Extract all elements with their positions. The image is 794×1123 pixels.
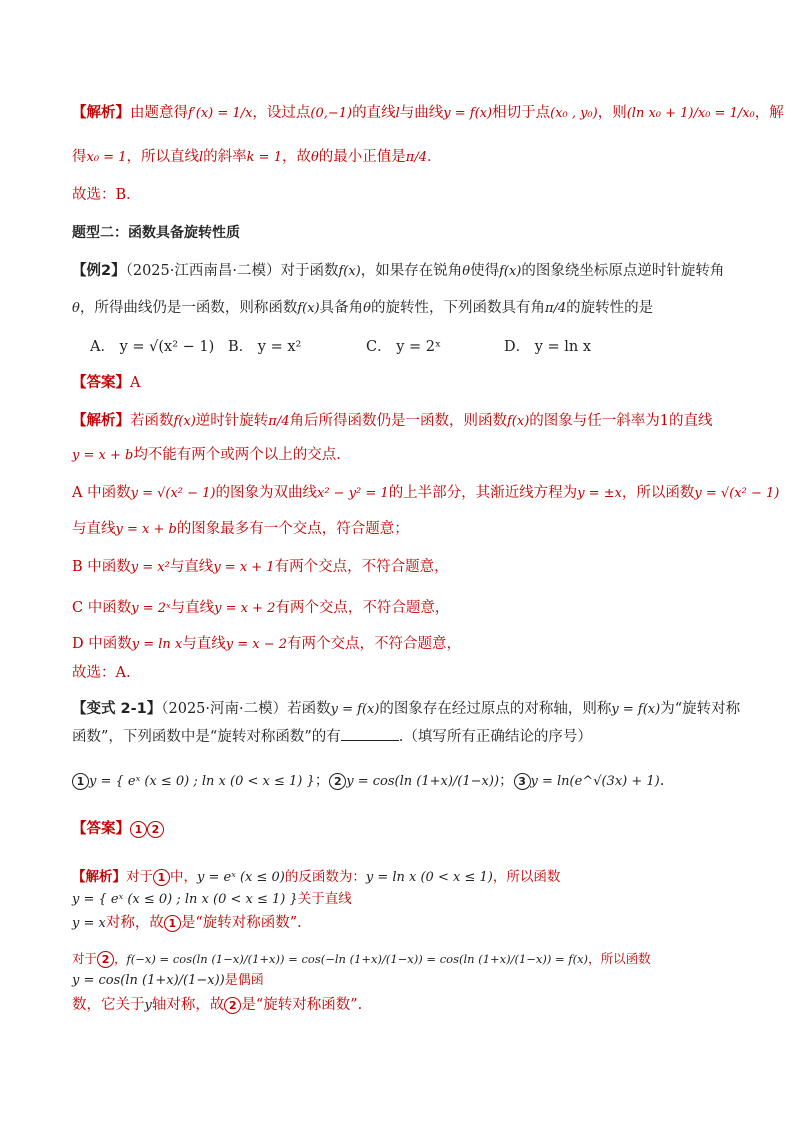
formula: y = { eˣ (x ≤ 0) ; ln x (0 < x ≤ 1) } bbox=[72, 892, 298, 907]
text: 与曲线 bbox=[399, 105, 444, 121]
analysis-2-line-7 bbox=[72, 633, 734, 656]
text: 的图象为双曲线 bbox=[215, 485, 317, 501]
formula: y = 2ˣ bbox=[131, 601, 171, 616]
text: 均不能有两个或两个以上的交点. bbox=[133, 447, 341, 463]
text: 角后所得函数仍是一函数，则函数 bbox=[289, 413, 507, 429]
answer-blank bbox=[341, 726, 399, 741]
formula: y = f(x) bbox=[330, 702, 380, 717]
circled-number-1: 1 bbox=[164, 915, 181, 932]
formula: y = √(x² − 1) bbox=[694, 486, 780, 501]
formula: y = x − 2 bbox=[225, 637, 287, 652]
text: 函数”，下列函数中是“旋转对称函数”的有 bbox=[72, 729, 341, 745]
text: ，所以函数 bbox=[588, 951, 651, 966]
choose-line-2: 故选：A. bbox=[72, 665, 131, 681]
formula: f(x) bbox=[173, 414, 196, 429]
text: 中， bbox=[170, 869, 197, 885]
example-2-line-2 bbox=[72, 297, 734, 320]
text: 是“旋转对称函数”. bbox=[241, 997, 363, 1013]
analysis-3-line-3 bbox=[72, 948, 734, 970]
text: ，解 bbox=[754, 105, 784, 121]
text: 有两个交点，不符合题意， bbox=[274, 559, 449, 575]
formula: π/4 bbox=[405, 150, 427, 165]
option-a: A． y = √(x² − 1) bbox=[90, 339, 215, 355]
formula: (x₀ , y₀) bbox=[550, 106, 598, 121]
formula: θ bbox=[462, 264, 471, 279]
formula: y = { eˣ (x ≤ 0) ; ln x (0 < x ≤ 1) } bbox=[89, 774, 315, 789]
formula: π/4 bbox=[268, 414, 290, 429]
analysis-2-line-6 bbox=[72, 597, 734, 620]
text: D 中函数 bbox=[72, 636, 132, 652]
text: 相切于点 bbox=[492, 105, 551, 121]
analysis-2-line-3 bbox=[72, 482, 780, 505]
topic-heading: 题型二：函数具备旋转性质 bbox=[72, 225, 240, 241]
text: 为“旋转对称 bbox=[660, 701, 741, 717]
text: 的最小正值是 bbox=[318, 149, 406, 165]
text: 的图象存在经过原点的对称轴，则称 bbox=[379, 701, 612, 717]
analysis-tag: 【解析】 bbox=[72, 105, 130, 121]
option-c: C． y = 2ˣ bbox=[366, 339, 442, 355]
text: 的旋转性，下列函数具有角 bbox=[370, 300, 545, 316]
formula: f(x) bbox=[507, 414, 530, 429]
text: ，则 bbox=[597, 105, 627, 121]
formula: y = x bbox=[72, 916, 106, 931]
formula: y = ±x bbox=[577, 486, 622, 501]
analysis-3-line-1 bbox=[72, 866, 734, 889]
answer-tag: 【答案】 bbox=[72, 821, 130, 837]
variant-2-1-items bbox=[72, 770, 734, 793]
text: 的图象最多有一个交点，符合题意； bbox=[176, 521, 409, 537]
analysis-3-line-2 bbox=[72, 912, 734, 935]
formula: y = √(x² − 1) bbox=[130, 486, 216, 501]
formula: y = x + 2 bbox=[214, 601, 276, 616]
circled-number-3: 3 bbox=[514, 773, 531, 790]
analysis-2-line-4 bbox=[72, 518, 734, 541]
text: 有两个交点，不符合题意， bbox=[275, 600, 450, 616]
text: ， bbox=[114, 951, 127, 966]
text: 的上半部分，其渐近线方程为 bbox=[388, 485, 578, 501]
text: 是“旋转对称函数”. bbox=[180, 915, 302, 931]
formula: k = 1 bbox=[246, 150, 282, 165]
formula: θ bbox=[72, 301, 80, 316]
formula: f(x) bbox=[338, 264, 361, 279]
circled-number-2: 2 bbox=[97, 951, 114, 968]
formula: π/4 bbox=[544, 301, 567, 316]
analysis-3-line-1b bbox=[72, 888, 734, 911]
answer-line-2 bbox=[72, 372, 734, 394]
analysis-3-line-3b bbox=[72, 970, 734, 992]
analysis-2-line-1 bbox=[72, 410, 734, 433]
analysis-line-2 bbox=[72, 146, 734, 169]
text: ，所以函数 bbox=[621, 485, 695, 501]
formula: l bbox=[395, 106, 400, 121]
option-b: B． y = x² bbox=[228, 339, 302, 355]
option-d: D． y = ln x bbox=[504, 339, 592, 355]
formula: y = x + 1 bbox=[213, 560, 275, 575]
text: 对于 bbox=[72, 951, 98, 966]
analysis-2-line-5 bbox=[72, 556, 734, 579]
text: 由题意得 bbox=[130, 105, 188, 121]
text: 对称，故 bbox=[105, 915, 164, 931]
formula: f(x) bbox=[297, 301, 320, 316]
answer-line-3 bbox=[72, 818, 734, 840]
text: 具备角 bbox=[319, 300, 364, 316]
text: ． bbox=[427, 149, 442, 165]
formula: f′(x) = 1/x bbox=[188, 106, 253, 121]
formula: y = x + b bbox=[115, 522, 177, 537]
formula: y = f(x) bbox=[443, 106, 493, 121]
text: 的图象与任一斜率为1的直线 bbox=[529, 413, 713, 429]
circled-number-1: 1 bbox=[153, 869, 170, 886]
formula: y bbox=[144, 998, 152, 1013]
variant-2-1-line-1 bbox=[72, 698, 741, 721]
text: 的直线 bbox=[352, 105, 396, 121]
text: 与直线 bbox=[182, 636, 226, 652]
text: 的旋转性的是 bbox=[566, 300, 654, 316]
formula: (0,−1) bbox=[310, 106, 353, 121]
text: .（填写所有正确结论的序号） bbox=[398, 729, 592, 745]
formula: y = eˣ (x ≤ 0) bbox=[197, 870, 285, 885]
formula: l bbox=[198, 150, 204, 165]
variant-tag: 【变式 2-1】 bbox=[72, 701, 162, 717]
choose-line-1: 故选：B． bbox=[72, 187, 141, 203]
analysis-2-line-2 bbox=[72, 444, 734, 467]
text: 的斜率 bbox=[203, 149, 247, 165]
variant-2-1-line-2 bbox=[72, 726, 734, 748]
formula: y = ln(e^√(3x) + 1) bbox=[530, 774, 660, 789]
text: 关于直线 bbox=[297, 891, 352, 907]
circled-number-2: 2 bbox=[329, 773, 346, 790]
example-tag: 【例2】 bbox=[72, 263, 126, 279]
text: . bbox=[659, 773, 665, 789]
text: B 中函数 bbox=[72, 559, 131, 575]
circled-number-1: 1 bbox=[72, 773, 89, 790]
text: ，如果存在锐角 bbox=[360, 263, 463, 279]
formula: (ln x₀ + 1)/x₀ = 1/x₀ bbox=[626, 106, 755, 121]
text: （2025·河南·二模）若函数 bbox=[161, 701, 331, 717]
formula: y = x² bbox=[130, 560, 170, 575]
text: 有两个交点，不符合题意， bbox=[287, 636, 461, 652]
formula: y = x + b bbox=[72, 448, 134, 463]
formula: θ bbox=[363, 301, 371, 316]
text: 数，它关于 bbox=[72, 997, 145, 1013]
analysis-tag: 【解析】 bbox=[72, 869, 126, 885]
formula: y = cos(ln (1+x)/(1−x)) bbox=[346, 774, 500, 789]
text: ，设过点 bbox=[252, 105, 311, 121]
text: A 中函数 bbox=[72, 485, 131, 501]
circled-number-2: 2 bbox=[147, 821, 164, 838]
text: ，所以直线 bbox=[126, 149, 199, 165]
formula: y = ln x (0 < x ≤ 1) bbox=[365, 870, 493, 885]
formula: y = cos(ln (1+x)/(1−x)) bbox=[72, 973, 225, 988]
formula: y = ln x bbox=[131, 637, 183, 652]
text: 对于 bbox=[126, 869, 153, 885]
answer-tag: 【答案】 bbox=[72, 375, 130, 391]
text: 的图象绕坐标原点逆时针旋转角 bbox=[521, 263, 725, 279]
text: 是偶函 bbox=[224, 973, 264, 988]
formula: f(−x) = cos(ln (1−x)/(1+x)) = cos(−ln (1+x)/(1−x)) = cos(ln (1+x)/(1−x)) = f(x) bbox=[126, 952, 589, 966]
answer-value: A bbox=[130, 375, 141, 391]
formula: f(x) bbox=[499, 264, 522, 279]
text: 若函数 bbox=[130, 413, 174, 429]
analysis-3-line-4 bbox=[72, 994, 734, 1017]
text: 与直线 bbox=[72, 521, 116, 537]
text: 轴对称，故 bbox=[151, 997, 225, 1013]
example-2-options bbox=[90, 336, 734, 358]
text: ，所得曲线仍是一函数，则称函数 bbox=[79, 300, 298, 316]
example-2-line-1 bbox=[72, 260, 734, 283]
text: 的反函数为： bbox=[284, 869, 366, 885]
text: ； bbox=[499, 773, 514, 789]
text: 与直线 bbox=[170, 600, 215, 616]
text: C 中函数 bbox=[72, 600, 132, 616]
text: 得 bbox=[72, 149, 87, 165]
formula: θ bbox=[310, 150, 319, 165]
text: ，所以函数 bbox=[492, 869, 561, 885]
text: 使得 bbox=[470, 263, 500, 279]
text: （2025·江西南昌·二模）对于函数 bbox=[125, 263, 339, 279]
text: 与直线 bbox=[169, 559, 214, 575]
formula: y = f(x) bbox=[611, 702, 661, 717]
formula: x₀ = 1 bbox=[86, 150, 127, 165]
analysis-line-1 bbox=[72, 102, 784, 125]
circled-number-2: 2 bbox=[224, 997, 241, 1014]
circled-number-1: 1 bbox=[130, 821, 147, 838]
analysis-tag: 【解析】 bbox=[72, 413, 130, 429]
formula: x² − y² = 1 bbox=[317, 486, 389, 501]
text: ； bbox=[314, 773, 330, 789]
text: 逆时针旋转 bbox=[195, 413, 269, 429]
text: ，故 bbox=[281, 149, 311, 165]
